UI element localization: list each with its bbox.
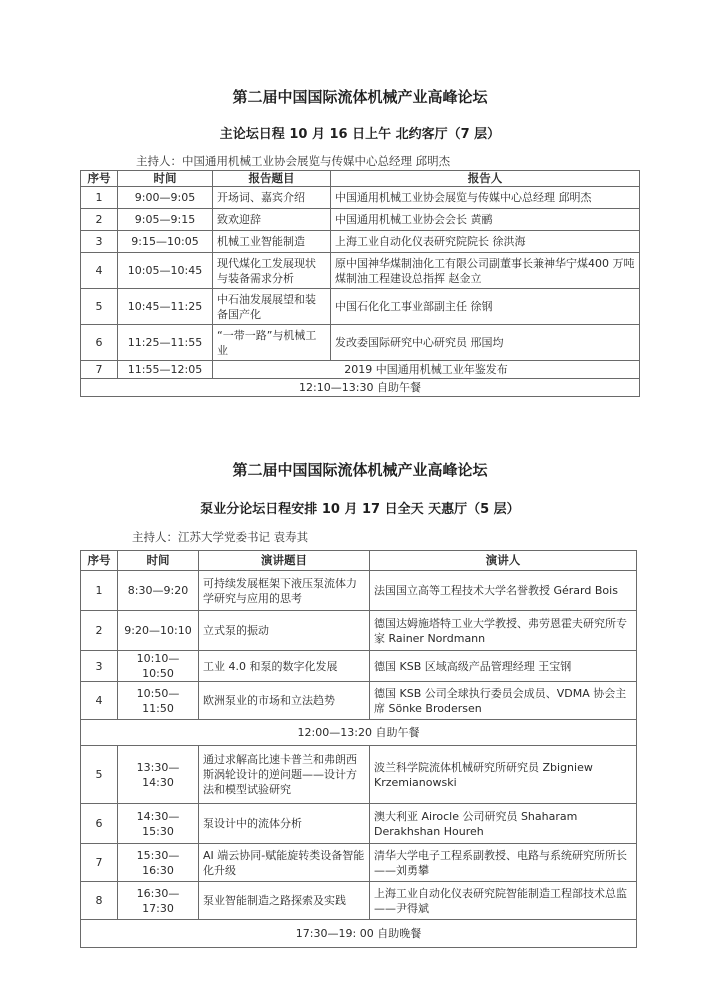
row-topic: 泵业智能制造之路探索及实践: [199, 882, 370, 920]
row-time: 9:05—9:15: [118, 209, 213, 231]
forum2-schedule-table: [80, 550, 637, 948]
row-speaker: 上海工业自动化仪表研究院智能制造工程部技术总监——尹得斌: [370, 882, 637, 920]
header-speaker: 演讲人: [370, 551, 637, 571]
table-row: [81, 209, 640, 231]
forum1-subtitle: 主论坛日程 10 月 16 日上午 北约客厅（7 层）: [219, 127, 501, 142]
row-speaker: 原中国神华煤制油化工有限公司副董事长兼神华宁煤400 万吨煤制油工程建设总指挥 赵金立: [331, 253, 640, 289]
lunch-break: 12:00—13:20 自助午餐: [81, 720, 637, 746]
header-topic: 报告题目: [213, 171, 331, 187]
row-speaker: 中国石化化工事业部副主任 徐钢: [331, 289, 640, 325]
table-row: [81, 571, 637, 611]
row-speaker: 上海工业自动化仪表研究院院长 徐洪海: [331, 231, 640, 253]
row-no: 8: [81, 882, 118, 920]
forum2-host: 主持人：江苏大学党委书记 袁寿其: [132, 530, 309, 544]
row-topic: 开场词、嘉宾介绍: [213, 187, 331, 209]
row-time: 13:30—14:30: [118, 746, 199, 804]
table-row: [81, 361, 640, 379]
row-no: 2: [81, 611, 118, 651]
table-row: [81, 611, 637, 651]
row-time: 10:05—10:45: [118, 253, 213, 289]
row-no: 1: [81, 187, 118, 209]
row-speaker: 澳大利亚 Airocle 公司研究员 Shaharam Derakhshan Houreh: [370, 804, 637, 844]
row-speaker: 中国通用机械工业协会会长 黄鹂: [331, 209, 640, 231]
forum1-header-row: [81, 171, 640, 187]
table-row: [81, 682, 637, 720]
row-topic: 通过求解高比速卡普兰和弗朗西斯涡轮设计的逆问题——设计方法和模型试验研究: [199, 746, 370, 804]
forum2-header-row: [81, 551, 637, 571]
row-no: 3: [81, 231, 118, 253]
row-no: 7: [81, 844, 118, 882]
header-time: 时间: [118, 551, 199, 571]
row-no: 4: [81, 682, 118, 720]
row-speaker: 清华大学电子工程系副教授、电路与系统研究所所长——刘勇攀: [370, 844, 637, 882]
dinner-row: [81, 920, 637, 948]
row-speaker: 波兰科学院流体机械研究所研究员 Zbigniew Krzemianowski: [370, 746, 637, 804]
row-time: 9:00—9:05: [118, 187, 213, 209]
lunch-row: [81, 379, 640, 397]
row-no: 6: [81, 325, 118, 361]
row-time: 10:50—11:50: [118, 682, 199, 720]
table-row: [81, 253, 640, 289]
row-time: 8:30—9:20: [118, 571, 199, 611]
row-time: 10:45—11:25: [118, 289, 213, 325]
row-topic: 工业 4.0 和泵的数字化发展: [199, 651, 370, 682]
table-row: [81, 651, 637, 682]
row-no: 3: [81, 651, 118, 682]
row-no: 2: [81, 209, 118, 231]
table-row: [81, 844, 637, 882]
row-topic: 致欢迎辞: [213, 209, 331, 231]
row-topic: “一带一路”与机械工业: [213, 325, 331, 361]
row-no: 1: [81, 571, 118, 611]
row-speaker: 德国 KSB 区域高级产品管理经理 王宝钢: [370, 651, 637, 682]
forum1-title: 第二届中国国际流体机械产业高峰论坛: [232, 88, 488, 106]
row-time: 9:20—10:10: [118, 611, 199, 651]
lunch-row: [81, 720, 637, 746]
row-no: 5: [81, 746, 118, 804]
row-topic: 泵设计中的流体分析: [199, 804, 370, 844]
row-speaker: 发改委国际研究中心研究员 邢国均: [331, 325, 640, 361]
header-no: 序号: [81, 551, 118, 571]
table-row: [81, 289, 640, 325]
table-row: [81, 187, 640, 209]
forum1-host: 主持人：中国通用机械工业协会展览与传媒中心总经理 邱明杰: [136, 154, 451, 168]
forum1-schedule-table: [80, 170, 640, 397]
row-topic: 中石油发展展望和装备国产化: [213, 289, 331, 325]
row-no: 5: [81, 289, 118, 325]
forum2-subtitle: 泵业分论坛日程安排 10 月 17 日全天 天惠厅（5 层）: [200, 502, 520, 517]
row-time: 15:30—16:30: [118, 844, 199, 882]
header-speaker: 报告人: [331, 171, 640, 187]
header-time: 时间: [118, 171, 213, 187]
row-topic: 欧洲泵业的市场和立法趋势: [199, 682, 370, 720]
row-time: 10:10—10:50: [118, 651, 199, 682]
row-topic: 立式泵的振动: [199, 611, 370, 651]
row-time: 11:55—12:05: [118, 361, 213, 379]
row-time: 11:25—11:55: [118, 325, 213, 361]
row-topic: 可持续发展框架下液压泵流体力学研究与应用的思考: [199, 571, 370, 611]
forum2-title: 第二届中国国际流体机械产业高峰论坛: [232, 461, 488, 479]
header-no: 序号: [81, 171, 118, 187]
row-no: 4: [81, 253, 118, 289]
row-time: 9:15—10:05: [118, 231, 213, 253]
row-no: 6: [81, 804, 118, 844]
header-topic: 演讲题目: [199, 551, 370, 571]
dinner-break: 17:30—19: 00 自助晚餐: [81, 920, 637, 948]
table-row: [81, 231, 640, 253]
row-speaker: 德国达姆施塔特工业大学教授、弗劳恩霍夫研究所专家 Rainer Nordmann: [370, 611, 637, 651]
table-row: [81, 325, 640, 361]
row-speaker: 德国 KSB 公司全球执行委员会成员、VDMA 协会主席 Sönke Brodersen: [370, 682, 637, 720]
lunch-break: 12:10—13:30 自助午餐: [81, 379, 640, 397]
row-time: 14:30—15:30: [118, 804, 199, 844]
table-row: [81, 746, 637, 804]
table-row: [81, 882, 637, 920]
row-topic: 机械工业智能制造: [213, 231, 331, 253]
row-no: 7: [81, 361, 118, 379]
row-speaker: 中国通用机械工业协会展览与传媒中心总经理 邱明杰: [331, 187, 640, 209]
row-speaker: 法国国立高等工程技术大学名誉教授 Gérard Bois: [370, 571, 637, 611]
yearbook-release: 2019 中国通用机械工业年鉴发布: [213, 361, 640, 379]
row-topic: 现代煤化工发展现状与装备需求分析: [213, 253, 331, 289]
row-time: 16:30—17:30: [118, 882, 199, 920]
table-row: [81, 804, 637, 844]
row-topic: AI 端云协同-赋能旋转类设备智能化升级: [199, 844, 370, 882]
